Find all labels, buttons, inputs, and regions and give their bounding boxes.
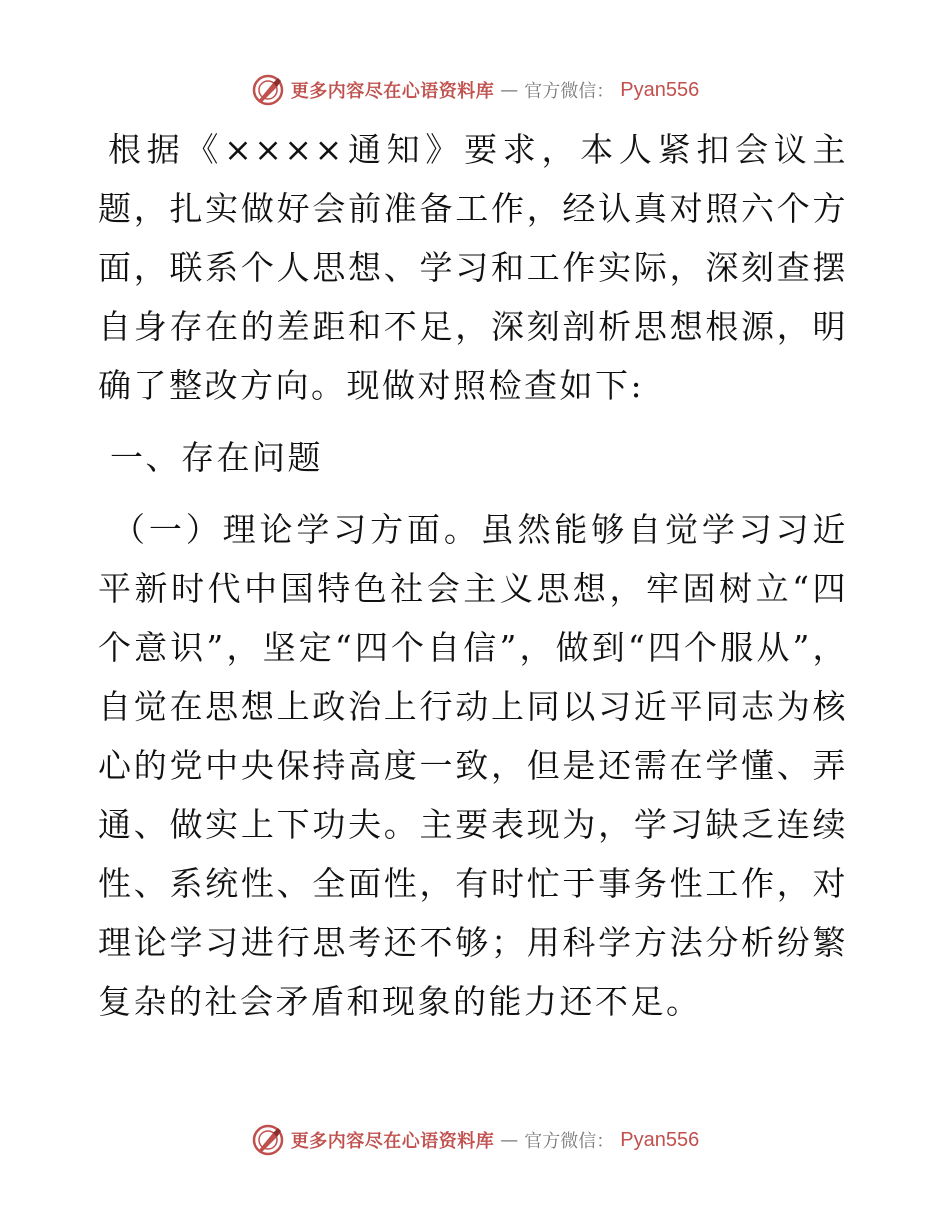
separator-dash: — — [500, 79, 519, 101]
section-heading: 一、存在问题 — [110, 438, 323, 477]
promo-text: 更多内容尽在心语资料库 — [290, 1131, 495, 1152]
pen-nib-logo-icon — [251, 1123, 285, 1157]
promo-text: 更多内容尽在心语资料库 — [290, 81, 495, 102]
wechat-id: Pyan556 — [620, 78, 700, 101]
subsection-paragraph: （一）理论学习方面。虽然能够自觉学习习近平新时代中国特色社会主义思想，牢固树立“四个意识”，坚定“四个自信”，做到“四个服从”，自觉在思想上政治上行动上同以习近平同志为核心的党中央保持高度一致，但是还需在学懂、弄通、做实上下功夫。主要表现为，学习缺乏连续性、系统性、全面性，有时忙于事务性工作，对理论学习进行思考还不够；用科学方法分析纷繁复杂的社会矛盾和现象的能力还不足。 — [98, 510, 848, 1021]
pen-nib-logo-icon — [251, 73, 285, 107]
footer-watermark — [0, 1120, 950, 1160]
wechat-id: Pyan556 — [620, 1128, 700, 1151]
separator-dash: — — [500, 1129, 519, 1151]
wechat-label: 官方微信： — [524, 81, 615, 102]
wechat-label: 官方微信： — [524, 1131, 615, 1152]
header-watermark — [0, 70, 950, 110]
document-body — [98, 120, 848, 1031]
intro-paragraph: 根据《××××通知》要求，本人紧扣会议主题，扎实做好会前准备工作，经认真对照六个方面，联系个人思想、学习和工作实际，深刻查摆自身存在的差距和不足，深刻剖析思想根源，明确了整改方向。现做对照检查如下: — [98, 130, 848, 405]
